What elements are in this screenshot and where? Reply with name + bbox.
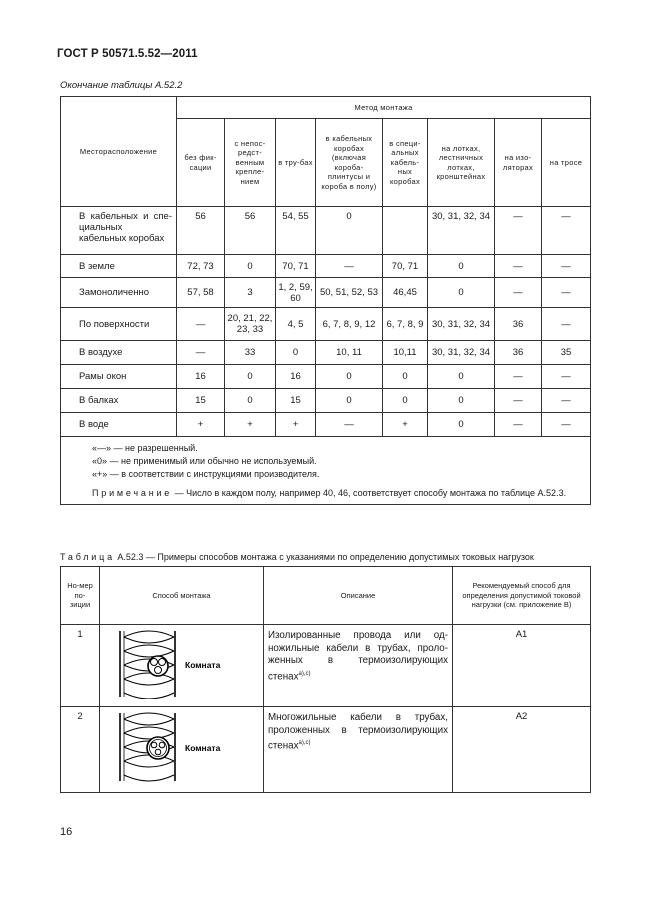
- location-header: Месторасположение: [61, 97, 177, 207]
- method-col-header: в кабельных коробах (включая короба-плинтусы и короба в полу): [316, 119, 383, 207]
- note-plus: «+» — в соответствии с инструкциями производителя.: [92, 469, 320, 479]
- installation-diagram-2: [112, 709, 252, 783]
- table-row: [61, 389, 591, 413]
- method-value-cell: 36: [495, 341, 542, 365]
- method-value-cell: 33: [225, 341, 276, 365]
- method-value-cell: 1, 2, 59, 60: [276, 278, 316, 308]
- method-col-header: на лотках, лестничных лотках, кронштейнах: [428, 119, 495, 207]
- num-header: Но-мер по-зиции: [61, 567, 100, 625]
- method-value-cell: —: [495, 207, 542, 255]
- location-cell: В кабельных и спе-циальных кабельных коробах: [61, 207, 177, 255]
- method-value-cell: —: [316, 255, 383, 278]
- method-col-header: в специ-альных кабель-ных коробах: [383, 119, 428, 207]
- method-value-cell: 56: [225, 207, 276, 255]
- method-value-cell: +: [276, 413, 316, 437]
- method-value-cell: 0: [428, 389, 495, 413]
- method-value-cell: 46,45: [383, 278, 428, 308]
- method-value-cell: —: [495, 278, 542, 308]
- method-value-cell: [383, 207, 428, 255]
- method-value-cell: 36: [495, 308, 542, 341]
- location-cell: Рамы окон: [61, 365, 177, 389]
- method-value-cell: —: [495, 365, 542, 389]
- method-value-cell: 0: [316, 207, 383, 255]
- method-col-header: на тросе: [542, 119, 591, 207]
- table-a52-2: [60, 96, 591, 505]
- row2-desc-sup: a),c): [298, 740, 311, 746]
- method-value-cell: 0: [428, 365, 495, 389]
- method-value-cell: 10,11: [383, 341, 428, 365]
- note-dash: «—» — не разрешенный.: [92, 443, 198, 453]
- method-value-cell: 15: [276, 389, 316, 413]
- method-value-cell: 0: [428, 255, 495, 278]
- method-value-cell: 6, 7, 8, 9: [383, 308, 428, 341]
- row2-desc-text: Многожильные кабели в трубах, проложенных в термоизолирующих стенах: [268, 712, 448, 752]
- method-value-cell: 10, 11: [316, 341, 383, 365]
- method-value-cell: 3: [225, 278, 276, 308]
- method-value-cell: 0: [225, 255, 276, 278]
- row2-recommended: A2: [453, 707, 591, 793]
- location-cell: В балках: [61, 389, 177, 413]
- installation-diagram-1: [112, 627, 252, 699]
- method-value-cell: 0: [225, 389, 276, 413]
- method-value-cell: 70, 71: [383, 255, 428, 278]
- method-group-header: Метод монтажа: [177, 97, 591, 119]
- row2-num: 2: [61, 707, 100, 793]
- recommended-header: Рекомендуемый способ для определения допустимой токовой нагрузки (см. приложение В): [453, 567, 591, 625]
- row1-recommended: A1: [453, 625, 591, 707]
- method-value-cell: —: [542, 255, 591, 278]
- method-value-cell: 15: [177, 389, 225, 413]
- table-notes: [61, 437, 591, 505]
- method-value-cell: 0: [383, 389, 428, 413]
- method-value-cell: —: [542, 207, 591, 255]
- location-cell: Замоноличенно: [61, 278, 177, 308]
- location-cell: По поверхности: [61, 308, 177, 341]
- location-cell: В земле: [61, 255, 177, 278]
- table-row: [61, 308, 591, 341]
- method-col-header: с непос-редст-венным крепле-нием: [225, 119, 276, 207]
- method-value-cell: +: [225, 413, 276, 437]
- method-value-cell: 56: [177, 207, 225, 255]
- row1-num: 1: [61, 625, 100, 707]
- method-value-cell: —: [177, 308, 225, 341]
- method-value-cell: 30, 31, 32, 34: [428, 341, 495, 365]
- table-row: [61, 207, 591, 255]
- method-value-cell: 0: [276, 341, 316, 365]
- method-value-cell: 35: [542, 341, 591, 365]
- row1-desc-text: Изолированные провода или од-ножильные кабели в трубах, проло-женных в термоизолирующих стенах: [268, 630, 448, 682]
- method-value-cell: 72, 73: [177, 255, 225, 278]
- method-value-cell: 70, 71: [276, 255, 316, 278]
- method-value-cell: —: [495, 413, 542, 437]
- table2-caption-text: А.52.3 — Примеры способов монтажа с указаниями по определению допустимых токовых нагрузок: [117, 552, 534, 562]
- method-value-cell: 4, 5: [276, 308, 316, 341]
- method-value-cell: —: [495, 389, 542, 413]
- table-row: [61, 278, 591, 308]
- table2-caption-word: Таблица: [60, 552, 115, 562]
- room-label-1: Комната: [184, 660, 220, 670]
- row1-method-diagram: [100, 625, 264, 707]
- table-remark: [65, 487, 586, 500]
- method-value-cell: 50, 51, 52, 53: [316, 278, 383, 308]
- method-value-cell: 0: [316, 389, 383, 413]
- table-row: [61, 413, 591, 437]
- method-value-cell: 0: [225, 365, 276, 389]
- method-value-cell: +: [383, 413, 428, 437]
- location-cell: В воздухе: [61, 341, 177, 365]
- method-value-cell: —: [542, 389, 591, 413]
- method-value-cell: 30, 31, 32, 34: [428, 308, 495, 341]
- method-value-cell: —: [542, 413, 591, 437]
- description-header: Описание: [264, 567, 453, 625]
- method-header: Способ монтажа: [100, 567, 264, 625]
- method-value-cell: 0: [383, 365, 428, 389]
- remark-label: Примечание: [92, 488, 173, 498]
- method-col-header: без фик-сации: [177, 119, 225, 207]
- table-row: [61, 255, 591, 278]
- method-value-cell: 0: [428, 413, 495, 437]
- room-label-2: Комната: [184, 743, 220, 753]
- method-value-cell: —: [542, 278, 591, 308]
- method-value-cell: —: [316, 413, 383, 437]
- table-row: [61, 341, 591, 365]
- method-value-cell: 0: [428, 278, 495, 308]
- method-col-header: на изо-ляторах: [495, 119, 542, 207]
- method-value-cell: —: [495, 255, 542, 278]
- table1-caption: Окончание таблицы А.52.2: [60, 80, 183, 91]
- method-value-cell: +: [177, 413, 225, 437]
- method-value-cell: 20, 21, 22, 23, 33: [225, 308, 276, 341]
- row1-description: [264, 625, 453, 707]
- method-value-cell: 6, 7, 8, 9, 12: [316, 308, 383, 341]
- row1-desc-sup: a),c): [298, 670, 311, 677]
- method-value-cell: 16: [177, 365, 225, 389]
- table-a52-3: [60, 566, 591, 793]
- remark-text: — Число в каждом полу, например 40, 46, соответствует способу монтажа по таблице А.52.3.: [174, 488, 567, 498]
- page-number: 16: [60, 826, 73, 838]
- method-value-cell: —: [542, 365, 591, 389]
- method-value-cell: —: [177, 341, 225, 365]
- note-zero: «0» — не применимый или обычно не используемый.: [92, 456, 317, 466]
- document-header: ГОСТ Р 50571.5.52—2011: [57, 48, 198, 60]
- method-value-cell: 57, 58: [177, 278, 225, 308]
- row2-method-diagram: [100, 707, 264, 793]
- method-value-cell: 30, 31, 32, 34: [428, 207, 495, 255]
- table-row: [61, 365, 591, 389]
- row2-description: [264, 707, 453, 793]
- location-cell: В воде: [61, 413, 177, 437]
- method-value-cell: 54, 55: [276, 207, 316, 255]
- method-value-cell: 16: [276, 365, 316, 389]
- method-value-cell: —: [542, 308, 591, 341]
- method-col-header: в тру-бах: [276, 119, 316, 207]
- method-value-cell: 0: [316, 365, 383, 389]
- table2-caption: [60, 552, 534, 562]
